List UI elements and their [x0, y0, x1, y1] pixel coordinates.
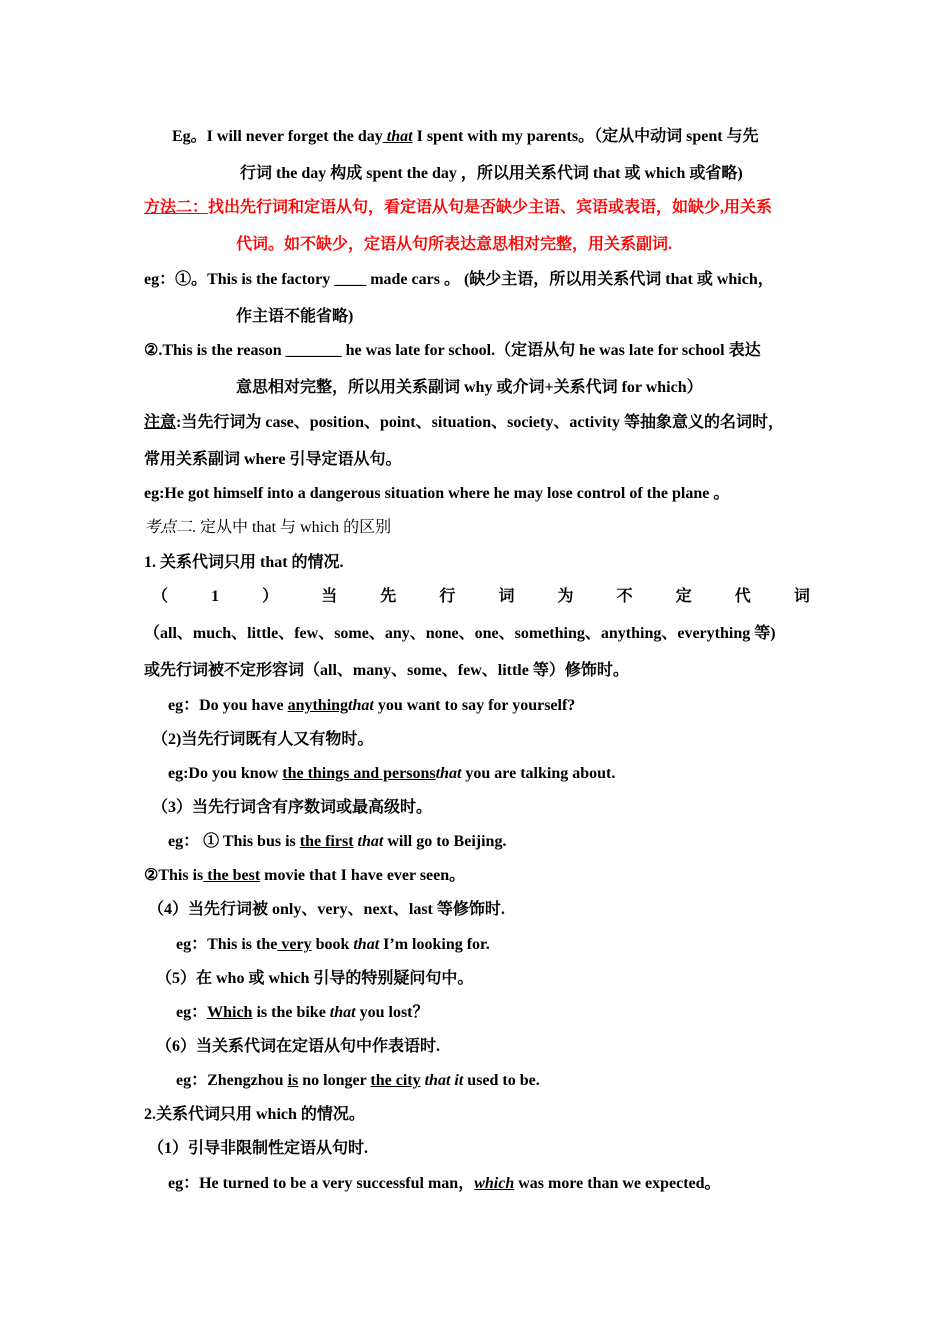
char: 当	[321, 588, 338, 605]
italic-that: that	[435, 765, 462, 782]
text: eg：	[176, 1004, 208, 1021]
subheading-that-only: 1. 关系代词只用 that 的情况.	[144, 554, 344, 571]
note-cont: 常用关系副词 where 引导定语从句。	[144, 451, 402, 468]
text: ②This is	[144, 867, 204, 884]
eg-best	[144, 866, 465, 886]
char: （	[152, 588, 169, 605]
underlined-word: Which	[207, 1004, 253, 1021]
text: book	[311, 936, 354, 953]
method-two-cont: 代词。如不缺少，定语从句所表达意思相对完整，用关系副词.	[236, 236, 673, 253]
eg-successful-man	[168, 1174, 721, 1194]
rule-5: （5）在 who 或 which 引导的特别疑问句中。	[156, 970, 474, 987]
text: you want to say for yourself?	[373, 697, 576, 714]
char: 1	[211, 588, 220, 605]
text: you are talking about.	[461, 765, 616, 782]
char: 先	[380, 588, 397, 605]
example-explanation: 行词 the day 构成 spent the day ，所以用关系代词 that 或 which 或省略)	[240, 165, 743, 182]
method-two-line	[144, 198, 772, 218]
text: movie that I have ever seen。	[260, 867, 466, 884]
eg-factory: eg：①。This is the factory ____ made cars 。 (缺少主语，所以用关系代词 that 或 which，	[144, 271, 774, 288]
text: eg： ① This bus is	[168, 833, 300, 850]
text: eg：Do you have	[168, 697, 288, 714]
eg-first	[168, 832, 506, 852]
rule-which-1: （1）引导非限制性定语从句时.	[148, 1140, 369, 1157]
eg-zhengzhou	[176, 1071, 540, 1091]
italic-that: that	[353, 833, 384, 850]
text: . 定从中 that 与 which 的区别	[192, 519, 392, 536]
char: 为	[557, 588, 574, 605]
underlined-phrase: the best	[203, 867, 261, 884]
underlined-phrase: the city	[370, 1072, 421, 1089]
char: 词	[498, 588, 515, 605]
rule-1-list: （all、much、little、few、some、any、none、one、something、anything、everything 等)	[144, 625, 776, 642]
char: ）	[262, 588, 279, 605]
char: 不	[616, 588, 633, 605]
text: :当先行词为 case、position、point、situation、society、activity 等抽象意义的名词时，	[176, 414, 785, 431]
rule-4: （4）当先行词被 only、very、next、last 等修饰时.	[148, 901, 505, 918]
italic-that: that	[348, 697, 374, 714]
eg-things-persons	[168, 764, 615, 784]
eg-situation: eg:He got himself into a dangerous situation where he may lose control of the plane 。	[144, 485, 730, 502]
example-line-1	[172, 127, 759, 147]
method-two-heading: 方法二：	[144, 199, 209, 216]
text: Eg。I will never forget the day	[172, 128, 383, 145]
underlined-that: that	[382, 128, 413, 145]
eg-anything	[168, 696, 575, 716]
italic-that: that	[329, 1004, 356, 1021]
underlined-word: very	[277, 936, 312, 953]
text: eg：This is the	[176, 936, 278, 953]
text: eg:Do you know	[168, 765, 283, 782]
text: you lost？	[355, 1004, 429, 1021]
text: was more than we expected。	[514, 1175, 721, 1192]
underlined-word: is	[287, 1072, 299, 1089]
italic-that-it: that it	[420, 1072, 464, 1089]
underlined-which: which	[474, 1175, 515, 1192]
section-label: 考点二	[144, 519, 193, 536]
subheading-which-only: 2.关系代词只用 which 的情况。	[144, 1106, 365, 1123]
underlined-phrase: the first	[299, 833, 354, 850]
text: I’m looking for.	[379, 936, 490, 953]
rule-2: （2)当先行词既有人又有物时。	[152, 731, 374, 748]
char: 定	[675, 588, 692, 605]
text: 找出先行词和定语从句，看定语从句是否缺少主语、宾语或表语，如缺少,用关系	[208, 199, 773, 216]
eg-which-bike	[176, 1003, 429, 1023]
underlined-phrase: the things and persons	[282, 765, 436, 782]
char: 行	[439, 588, 456, 605]
text: used to be.	[463, 1072, 540, 1089]
italic-that: that	[353, 936, 380, 953]
rule-1-spread	[152, 587, 810, 607]
text: eg：Zhengzhou	[176, 1072, 288, 1089]
text: no longer	[298, 1072, 371, 1089]
text: eg：He turned to be a very successful man，	[168, 1175, 475, 1192]
char: 代	[734, 588, 751, 605]
note-heading: 注意	[144, 414, 177, 431]
rule-3: （3）当先行词含有序数词或最高级时。	[152, 799, 433, 816]
char: 词	[793, 588, 810, 605]
section-2-heading	[144, 518, 391, 538]
eg-very	[176, 935, 490, 955]
eg-factory-cont: 作主语不能省略)	[236, 308, 354, 325]
text: will go to Beijing.	[383, 833, 507, 850]
rule-6: （6）当关系代词在定语从句中作表语时.	[156, 1038, 441, 1055]
note-line	[144, 413, 784, 433]
text: I spent with my parents。（定从中动词 spent 与先	[412, 128, 759, 145]
text: is the bike	[252, 1004, 330, 1021]
eg-reason-cont: 意思相对完整，所以用关系副词 why 或介词+关系代词 for which）	[236, 379, 703, 396]
rule-1-cont: 或先行词被不定形容词（all、many、some、few、little 等）修饰时。	[144, 662, 629, 679]
underlined-word: anything	[287, 697, 349, 714]
eg-reason: ②.This is the reason _______ he was late for school.（定语从句 he was late for school 表达	[144, 342, 761, 359]
